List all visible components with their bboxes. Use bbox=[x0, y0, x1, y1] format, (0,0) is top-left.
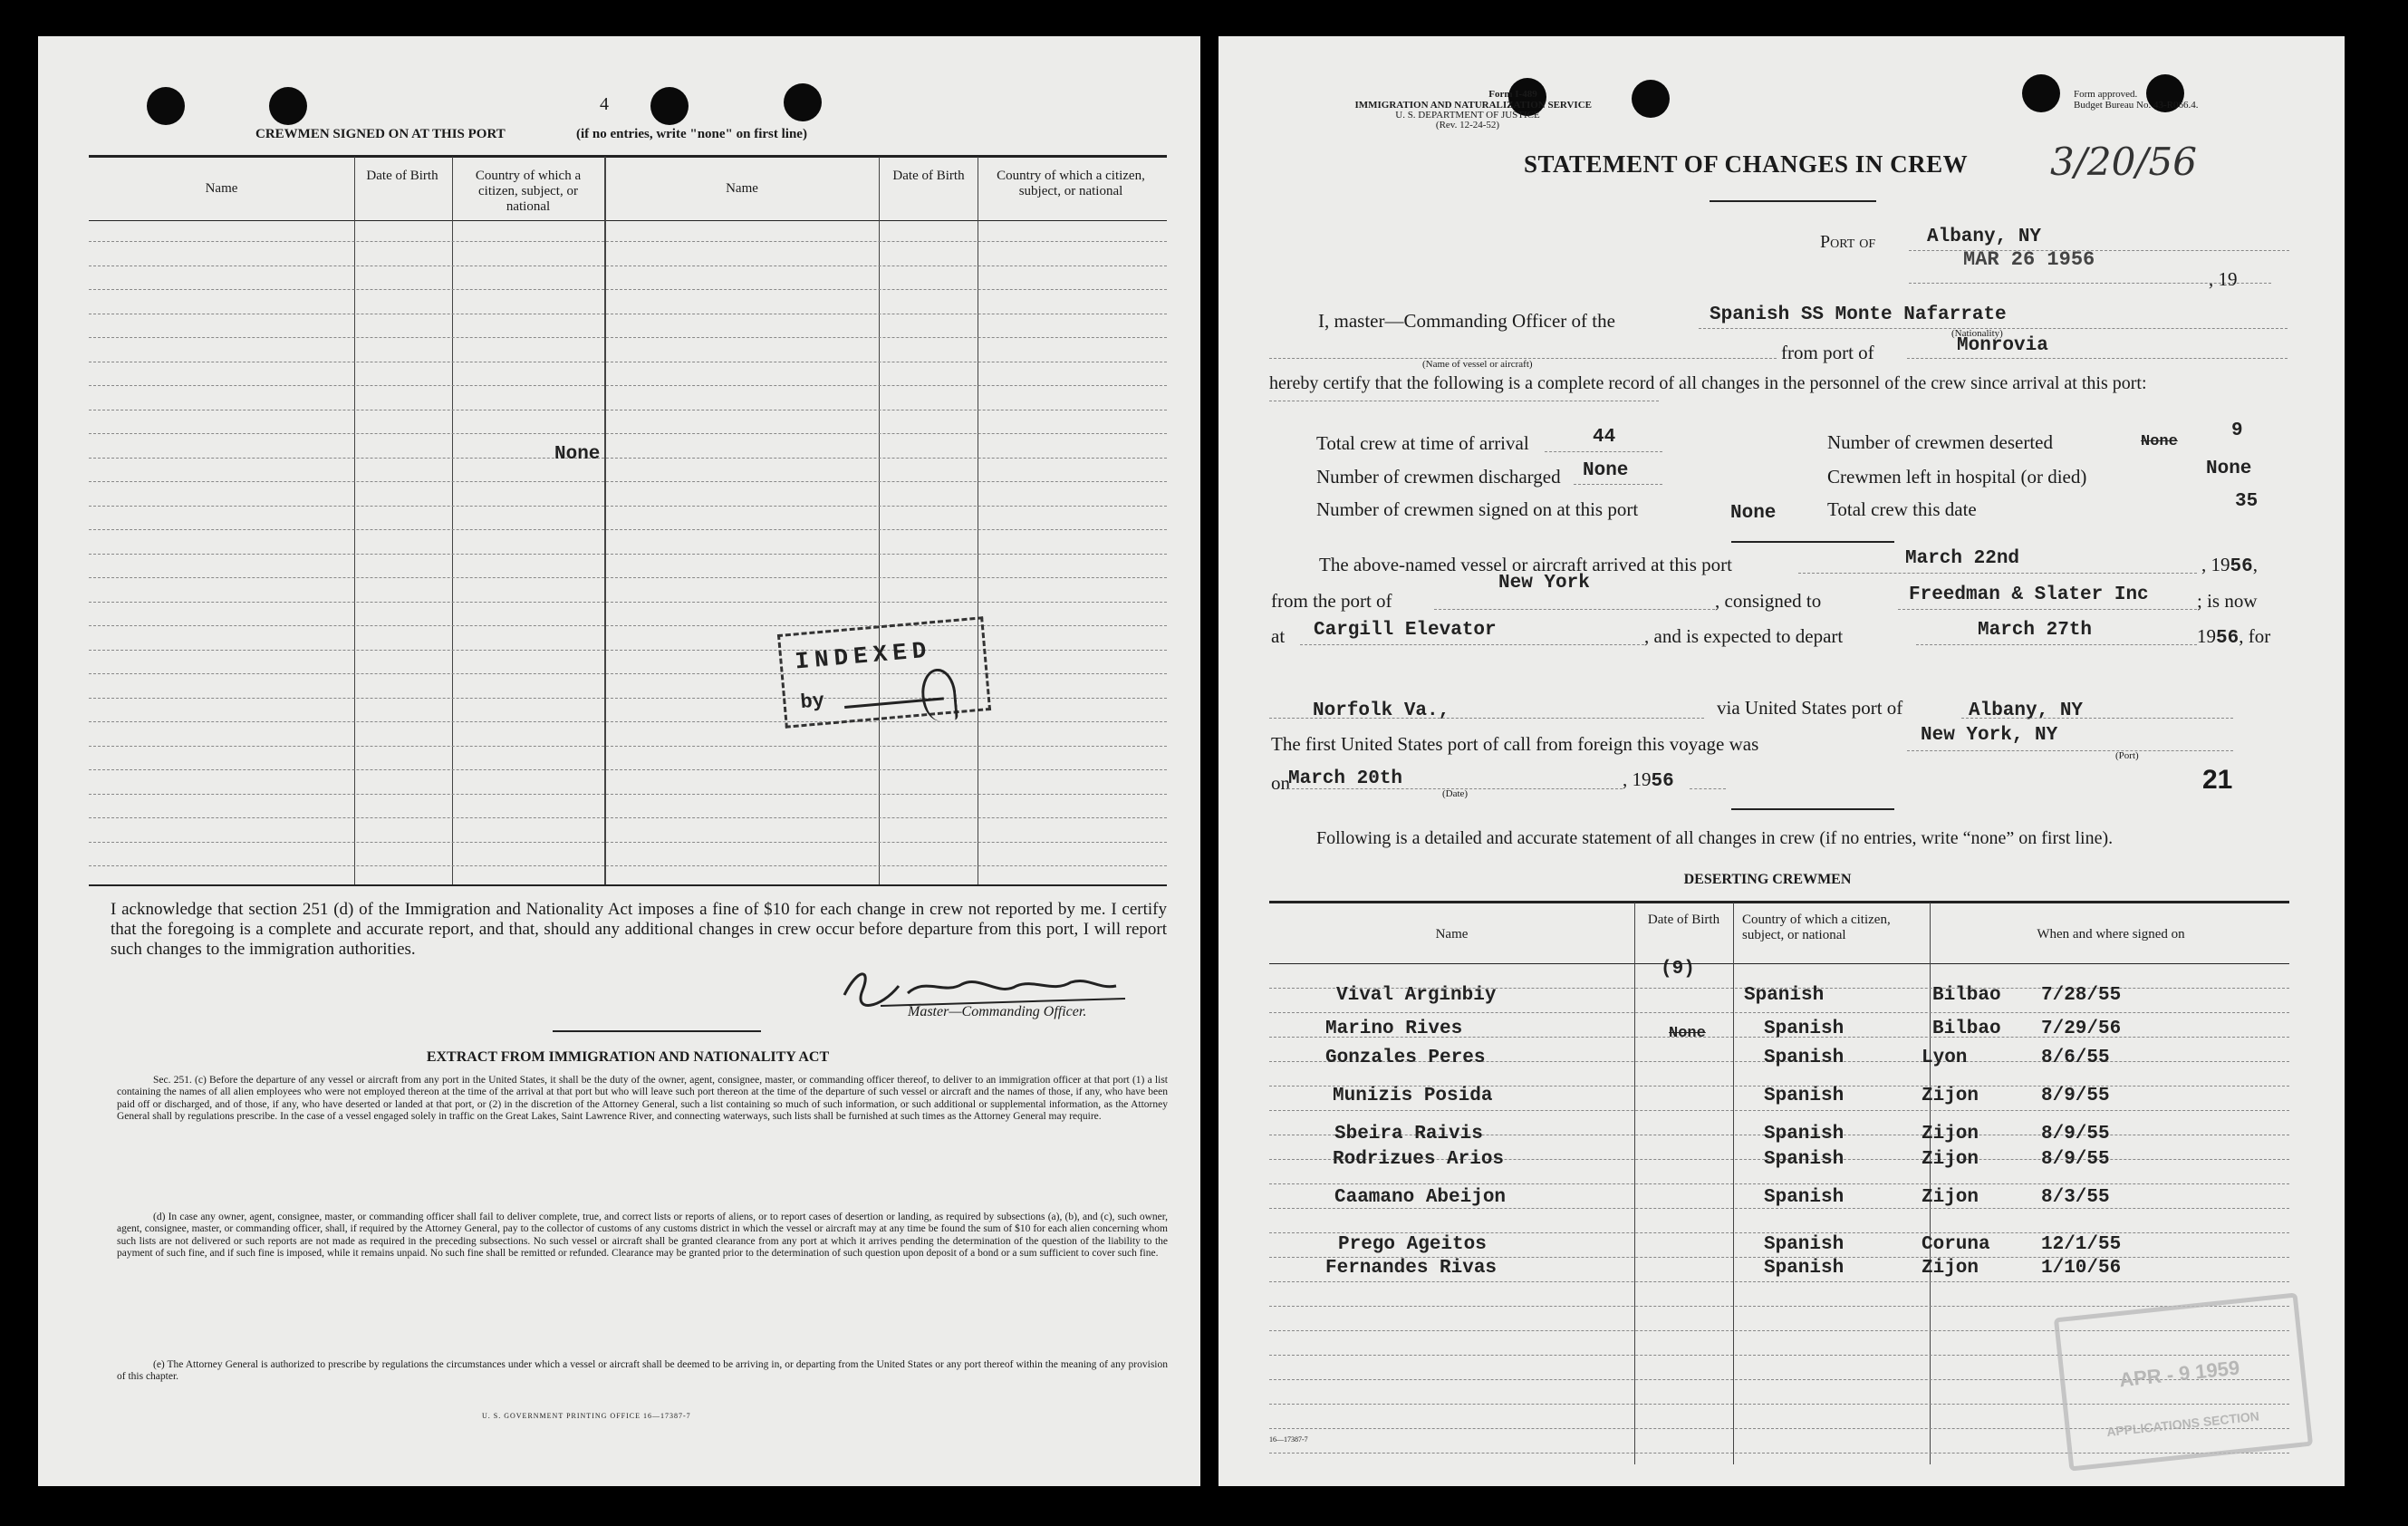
punch-hole bbox=[2022, 74, 2060, 112]
crew-country: Spanish bbox=[1764, 1019, 1845, 1039]
col-header-country: Country of which a citizen, subject, or national bbox=[1742, 913, 1891, 942]
crew-country: Spanish bbox=[1764, 1124, 1845, 1144]
from-value: New York bbox=[1498, 573, 1590, 594]
row-rule bbox=[89, 842, 1167, 843]
crew-name: Fernandes Rivas bbox=[1325, 1258, 1498, 1279]
extract-title: EXTRACT FROM IMMIGRATION AND NATIONALITY ACT bbox=[426, 1049, 830, 1065]
field-line bbox=[1907, 750, 2233, 751]
expected-label: , and is expected to depart bbox=[1644, 625, 1844, 647]
budget-line-2: Budget Bureau No. 43-R066.4. bbox=[2074, 100, 2199, 111]
arrived-label: The above-named vessel or aircraft arrived at this port bbox=[1319, 554, 1732, 575]
col-header-name: Name bbox=[1435, 927, 1469, 942]
crew-name: Prego Ageitos bbox=[1338, 1234, 1487, 1255]
footer-code: 16—17387-7 bbox=[1269, 1435, 1308, 1444]
col-header-dob: Date of Birth bbox=[1647, 913, 1720, 927]
on-date: March 20th bbox=[1288, 768, 1403, 789]
entry-none: None bbox=[554, 444, 601, 465]
row-rule bbox=[89, 577, 1167, 578]
col-header-country: Country of which a citizen, subject, or national bbox=[997, 169, 1145, 198]
row-rule bbox=[1269, 1110, 2289, 1111]
form-number: Form I-489 bbox=[1488, 89, 1537, 100]
first-port-label: The first United States port of call from foreign this voyage was bbox=[1271, 733, 1759, 755]
crew-name: Gonzales Peres bbox=[1325, 1048, 1486, 1068]
col-header-dob: Date of Birth bbox=[892, 169, 965, 183]
row-rule bbox=[89, 289, 1167, 290]
deserted-struck: None bbox=[2141, 433, 2178, 450]
row-rule bbox=[1269, 1012, 2289, 1013]
title-underline bbox=[1710, 200, 1876, 202]
signed-on-value: None bbox=[1730, 503, 1777, 524]
from-label: from the port of bbox=[1271, 590, 1392, 612]
vessel-name: Spanish SS Monte Nafarrate bbox=[1710, 304, 2007, 325]
at-label: at bbox=[1271, 625, 1286, 647]
punch-hole bbox=[1632, 80, 1670, 118]
section-title: CREWMEN SIGNED ON AT THIS PORT bbox=[255, 127, 506, 141]
page-number: 4 bbox=[600, 94, 609, 114]
table-header-rule bbox=[1269, 963, 2289, 964]
crew-name: Munizis Posida bbox=[1333, 1086, 1493, 1106]
row-rule bbox=[89, 241, 1167, 242]
crew-name: Marino Rives bbox=[1325, 1019, 1463, 1039]
depart-date: March 27th bbox=[1978, 620, 2093, 641]
col-header-country: Country of which a citizen, subject, or national bbox=[475, 169, 582, 214]
agency: IMMIGRATION AND NATURALIZATION SERVICE bbox=[1354, 100, 1592, 111]
destination-value: Norfolk Va., bbox=[1313, 700, 1450, 721]
divider bbox=[1731, 541, 1894, 543]
crew-signed-date: 8/9/55 bbox=[2041, 1124, 2110, 1144]
row-rule bbox=[89, 481, 1167, 482]
col-header-name: Name bbox=[205, 181, 238, 196]
hospital-value: None bbox=[2206, 459, 2252, 479]
crew-signed-date: 8/6/55 bbox=[2041, 1048, 2110, 1068]
row-rule bbox=[89, 721, 1167, 722]
crew-name: Caamano Abeijon bbox=[1334, 1187, 1507, 1208]
field-line bbox=[1916, 644, 2197, 645]
handwritten-date: 3/20/56 bbox=[2050, 140, 2197, 184]
total-arrival-label: Total crew at time of arrival bbox=[1316, 432, 1529, 454]
row-rule bbox=[89, 650, 1167, 651]
consigned-value: Freedman & Slater Inc bbox=[1909, 584, 2149, 605]
field-line bbox=[1574, 484, 1662, 485]
punch-hole bbox=[650, 87, 689, 125]
signed-on-label: Number of crewmen signed on at this port bbox=[1316, 498, 1639, 520]
crew-signed-place: Zijon bbox=[1922, 1149, 1979, 1170]
form-title: STATEMENT OF CHANGES IN CREW bbox=[1524, 150, 1969, 178]
row-rule bbox=[89, 529, 1167, 530]
from-port-label: from port of bbox=[1781, 342, 1874, 363]
row-rule bbox=[1269, 1183, 2289, 1184]
extract-section-e: (e) The Attorney General is authorized to prescribe by regulations the circumstances under which a vessel or aircraft shall be deemed to be arriving in, or departing from the United States or any port thereof within the meaning of any provision of this chapter. bbox=[117, 1359, 1168, 1383]
hospital-label: Crewmen left in hospital (or died) bbox=[1827, 466, 2087, 488]
crew-signed-place: Bilbao bbox=[1932, 1019, 2001, 1039]
crew-name: Vival Arginbiy bbox=[1336, 985, 1497, 1006]
row-rule bbox=[89, 433, 1167, 434]
received-stamp: APR - 9 1959 APPLICATIONS SECTION bbox=[2054, 1292, 2313, 1471]
row-rule bbox=[89, 746, 1167, 747]
first-port-value: New York, NY bbox=[1921, 725, 2058, 746]
crew-signed-date: 7/29/56 bbox=[2041, 1019, 2122, 1039]
crew-signed-date: 1/10/56 bbox=[2041, 1258, 2122, 1279]
port-caption: (Port) bbox=[2115, 750, 2139, 761]
field-line bbox=[1690, 788, 1726, 789]
row-rule bbox=[1269, 1281, 2289, 1282]
department: U. S. DEPARTMENT OF JUSTICE bbox=[1395, 110, 1540, 121]
discharged-value: None bbox=[1583, 460, 1629, 481]
row-rule bbox=[1269, 1306, 2289, 1307]
arrived-year: , 1956, bbox=[2201, 554, 2258, 577]
budget-line-1: Form approved. bbox=[2074, 89, 2138, 100]
master-label: I, master—Commanding Officer of the bbox=[1318, 310, 1615, 332]
via-label: via United States port of bbox=[1717, 697, 1903, 719]
struck-word: None bbox=[1669, 1025, 1706, 1042]
crew-signed-date: 12/1/55 bbox=[2041, 1234, 2122, 1255]
field-line bbox=[1898, 609, 2197, 610]
from-port-value: Monrovia bbox=[1957, 335, 2048, 356]
row-rule bbox=[89, 458, 1167, 459]
table-top-rule bbox=[89, 155, 1167, 158]
row-rule bbox=[89, 769, 1167, 770]
field-line bbox=[1907, 358, 2288, 359]
certify-text: hereby certify that the following is a complete record of all changes in the personnel of the crew since arrival at this port: bbox=[1269, 373, 2147, 393]
crew-signed-place: Bilbao bbox=[1932, 985, 2001, 1006]
crew-country: Spanish bbox=[1764, 1258, 1845, 1279]
row-rule bbox=[89, 554, 1167, 555]
crew-signed-date: 8/9/55 bbox=[2041, 1086, 2110, 1106]
crew-country: Spanish bbox=[1764, 1187, 1845, 1208]
crew-country: Spanish bbox=[1764, 1149, 1845, 1170]
nationality-caption: (Nationality) bbox=[1951, 328, 2003, 339]
discharged-label: Number of crewmen discharged bbox=[1316, 466, 1561, 488]
crew-country: Spanish bbox=[1764, 1048, 1845, 1068]
via-value: Albany, NY bbox=[1969, 700, 2084, 721]
row-rule bbox=[1269, 1232, 2289, 1233]
deserted-value: 9 bbox=[2231, 420, 2243, 441]
crew-name: Sbeira Raivis bbox=[1334, 1124, 1483, 1144]
deserting-title: DESERTING CREWMEN bbox=[1683, 872, 1852, 887]
vessel-caption: (Name of vessel or aircraft) bbox=[1422, 359, 1533, 370]
crew-signed-place: Lyon bbox=[1922, 1048, 1968, 1068]
divider bbox=[1731, 808, 1894, 810]
margin-number: 21 bbox=[2202, 765, 2233, 795]
year-prefix: , 19 bbox=[2209, 268, 2238, 290]
row-rule bbox=[89, 673, 1167, 674]
indexed-stamp: INDEXED by bbox=[777, 616, 991, 728]
consigned-label: , consigned to bbox=[1715, 590, 1822, 612]
count-note: (9) bbox=[1661, 959, 1695, 980]
total-today-label: Total crew this date bbox=[1827, 498, 1977, 520]
punch-hole bbox=[784, 83, 822, 121]
col-header-dob: Date of Birth bbox=[366, 169, 438, 183]
punch-hole bbox=[269, 87, 307, 125]
crew-country: Spanish bbox=[1764, 1086, 1845, 1106]
crew-signed-place: Zijon bbox=[1922, 1258, 1979, 1279]
received-date-stamp: MAR 26 1956 bbox=[1963, 248, 2095, 271]
left-page bbox=[38, 36, 1200, 1486]
crew-signed-place: Zijon bbox=[1922, 1187, 1979, 1208]
port-label: Port of bbox=[1820, 232, 1876, 252]
row-rule bbox=[89, 506, 1167, 507]
row-rule bbox=[89, 865, 1167, 866]
crew-signed-date: 8/9/55 bbox=[2041, 1149, 2110, 1170]
extract-section-c: Sec. 251. (c) Before the departure of any vessel or aircraft from any port in the United States, it shall be the duty of the owner, agent, consignee, master, or commanding officer thereof, to deliver to an immigration officer at that port (1) a list containing the names of all alien employees who were not employed thereon at the time of the arrival at that port but who will leave such port thereon at the time of the departure of such vessel or aircraft and the names of those, if any, who have been paid off or discharged, and of those, if any, who have deserted or landed at that port, or (2) in the discretion of the Attorney General, such a list containing so much of such information, or such additional or supplemental information, as the Attorney General shall by regulations prescribe. In the case of a vessel engaged solely in traffic on the Great Lakes, Saint Lawrence River, and connecting waterways, such lists shall be furnished at such times as the Attorney General may require. bbox=[117, 1075, 1168, 1123]
is-now-label: ; is now bbox=[2197, 590, 2258, 612]
on-label: on bbox=[1271, 772, 1290, 794]
on-year: , 1956 bbox=[1623, 768, 1674, 792]
field-line bbox=[1798, 573, 2197, 574]
field-line bbox=[1545, 451, 1662, 452]
total-arrival-value: 44 bbox=[1593, 427, 1616, 448]
field-line bbox=[1434, 609, 1715, 610]
arrived-date: March 22nd bbox=[1905, 548, 2020, 569]
following-text: Following is a detailed and accurate statement of all changes in crew (if no entries, write “none” on first line). bbox=[1316, 828, 2114, 848]
row-rule bbox=[89, 698, 1167, 699]
punch-hole bbox=[147, 87, 185, 125]
row-rule bbox=[1269, 1208, 2289, 1209]
at-value: Cargill Elevator bbox=[1314, 620, 1497, 641]
table-header-rule bbox=[89, 220, 1167, 221]
row-rule bbox=[89, 625, 1167, 626]
field-line bbox=[1269, 718, 1704, 719]
port-value: Albany, NY bbox=[1927, 227, 2042, 247]
divider bbox=[553, 1030, 761, 1032]
col-header-name: Name bbox=[726, 181, 758, 196]
printer-line: U. S. GOVERNMENT PRINTING OFFICE 16—17387-7 bbox=[482, 1412, 691, 1420]
crew-country: Spanish bbox=[1744, 985, 1825, 1006]
table-top-rule bbox=[1269, 901, 2289, 903]
date-caption: (Date) bbox=[1442, 788, 1469, 799]
total-today-value: 35 bbox=[2235, 491, 2259, 512]
field-line bbox=[1300, 644, 1644, 645]
right-page bbox=[1218, 36, 2345, 1486]
col-header-signed-on: When and where signed on bbox=[2037, 927, 2185, 942]
crew-signed-place: Zijon bbox=[1922, 1124, 1979, 1144]
row-rule bbox=[89, 817, 1167, 818]
extract-section-d: (d) In case any owner, agent, consignee, master, or commanding officer shall fail to deliver complete, true, and correct lists or reports of aliens, or to report cases of desertion or landing, as required by subsections (a), (b), and (c), such owner, agent, consignee, master, or commanding officer, shall, if required by the Attorney General, pay to the collector of customs of any customs district in which the vessel or aircraft may at any time be found the sum of $10 for each alien concerning whom such lists are not delivered or such reports are not made as required in the preceding subsections. No such vessel or aircraft shall be granted clearance from any port at which it arrives pending the determination of the question of the liability to the payment of such fine, and if such fine is imposed, while it remains unpaid. No such fine shall be remitted or refunded. Clearance may be granted prior to the determination of such question upon deposit of a bond or a sum sufficient to cover such fine. bbox=[117, 1212, 1168, 1260]
row-rule bbox=[89, 385, 1167, 386]
depart-year: 1956, for bbox=[2197, 625, 2271, 649]
crew-signed-place: Coruna bbox=[1922, 1234, 1990, 1255]
crew-signed-place: Zijon bbox=[1922, 1086, 1979, 1106]
crew-country: Spanish bbox=[1764, 1234, 1845, 1255]
crew-signed-date: 7/28/55 bbox=[2041, 985, 2122, 1006]
crew-signed-date: 8/3/55 bbox=[2041, 1187, 2110, 1208]
table-bottom-rule bbox=[89, 884, 1167, 886]
row-rule bbox=[89, 602, 1167, 603]
deserted-label: Number of crewmen deserted bbox=[1827, 431, 2053, 453]
crew-name: Rodrizues Arios bbox=[1333, 1149, 1505, 1170]
acknowledgement-text: I acknowledge that section 251 (d) of the Immigration and Nationality Act imposes a fine of $10 for each change in crew not reported by me. I certify that the foregoing is a complete and accurate report, and that, should any additional changes in crew occur before departure from this port, I will report such changes to the immigration authorities. bbox=[111, 900, 1167, 959]
field-line bbox=[1961, 718, 2233, 719]
signature-caption: Master—Commanding Officer. bbox=[908, 1004, 1087, 1019]
revision: (Rev. 12-24-52) bbox=[1435, 120, 1500, 130]
row-rule bbox=[89, 794, 1167, 795]
section-note: (if no entries, write "none" on first line) bbox=[576, 127, 807, 141]
row-rule bbox=[89, 337, 1167, 338]
